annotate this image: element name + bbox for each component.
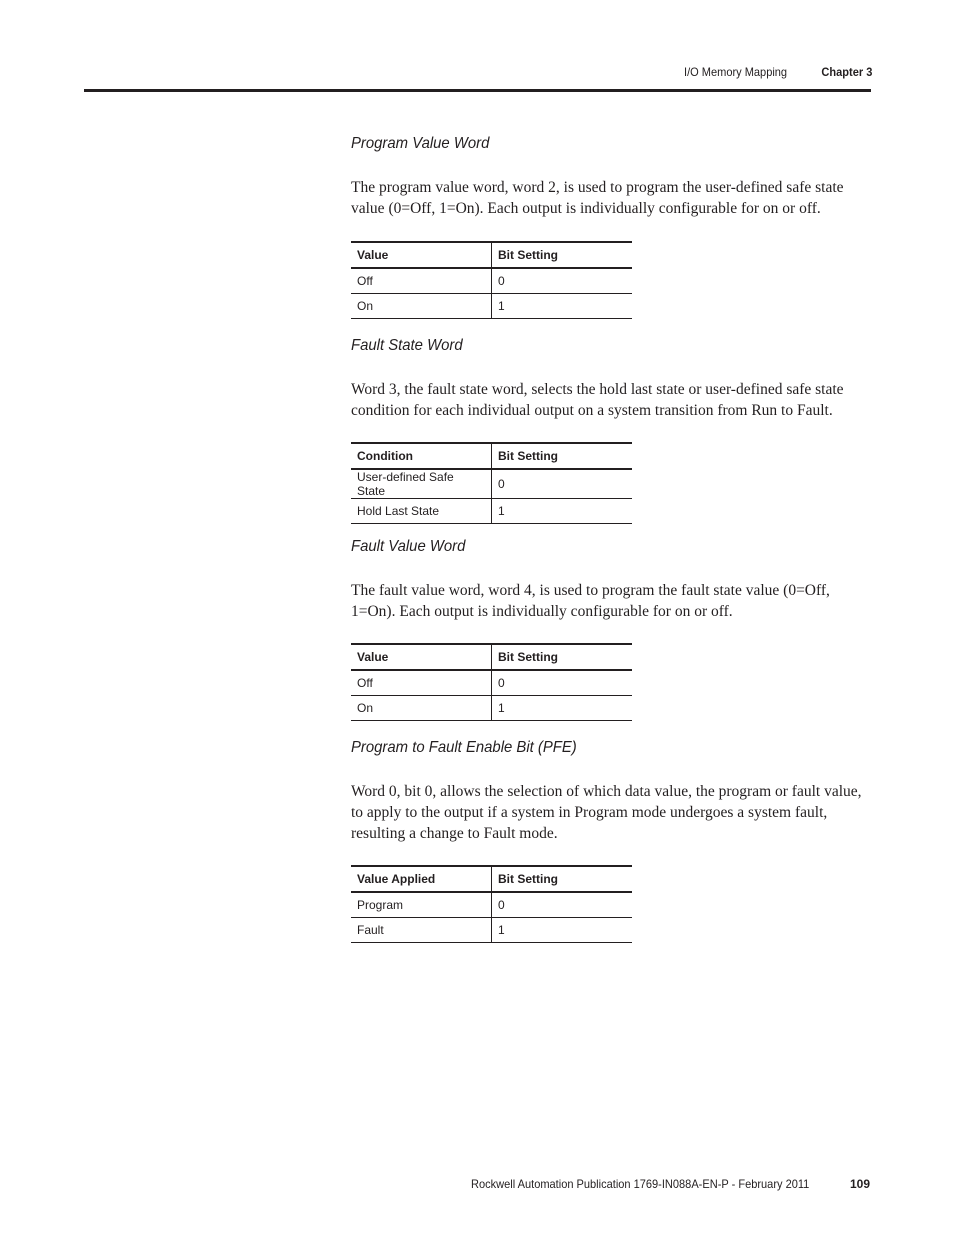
table-cell: 0 xyxy=(492,892,633,918)
column-header: Value xyxy=(351,644,492,670)
table-row xyxy=(351,892,632,918)
table-cell: 0 xyxy=(492,268,633,294)
table-row xyxy=(351,918,632,943)
table-cell: Fault xyxy=(351,918,492,943)
footer-publication: Rockwell Automation Publication 1769-IN088A-EN-P - February 2011 xyxy=(471,1177,810,1191)
section-paragraph: Word 3, the fault state word, selects the hold last state or user-defined safe state condition for each individual output on a system transition from Run to Fault. xyxy=(351,381,844,419)
bit-setting-table xyxy=(351,865,632,943)
table-row xyxy=(351,696,632,721)
table-cell: User-defined Safe State xyxy=(351,469,492,499)
section-heading: Fault State Word xyxy=(351,337,463,354)
table-cell: Program xyxy=(351,892,492,918)
table-cell: Off xyxy=(351,268,492,294)
header-section-title: I/O Memory Mapping xyxy=(684,65,788,79)
page-number: 109 xyxy=(849,1177,870,1191)
column-header: Value Applied xyxy=(351,866,492,892)
table-cell: Hold Last State xyxy=(351,499,492,524)
header-rule xyxy=(84,89,871,92)
table-cell: On xyxy=(351,294,492,319)
bit-setting-table xyxy=(351,643,632,721)
bit-setting-table xyxy=(351,241,632,319)
column-header: Bit Setting xyxy=(492,443,633,469)
table-cell: On xyxy=(351,696,492,721)
section-heading: Fault Value Word xyxy=(351,538,466,555)
table-row xyxy=(351,670,632,696)
table-cell: 1 xyxy=(492,696,633,721)
section-paragraph: The program value word, word 2, is used to program the user-defined safe state value (0=Off, 1=On). Each output is individually configurable for on or off. xyxy=(351,179,844,217)
column-header: Bit Setting xyxy=(492,866,633,892)
table-cell: 1 xyxy=(492,918,633,943)
column-header: Condition xyxy=(351,443,492,469)
column-header: Value xyxy=(351,242,492,268)
table-row xyxy=(351,268,632,294)
table-cell: 0 xyxy=(492,469,633,499)
table-row xyxy=(351,469,632,499)
section-paragraph: The fault value word, word 4, is used to program the fault state value (0=Off, 1=On). Each output is individually configurable for on or off. xyxy=(351,582,830,620)
bit-setting-table xyxy=(351,442,632,524)
section-heading: Program Value Word xyxy=(351,135,490,152)
table-row xyxy=(351,499,632,524)
column-header: Bit Setting xyxy=(492,644,633,670)
table-row xyxy=(351,294,632,319)
header-chapter-label: Chapter 3 xyxy=(821,65,872,79)
table-cell: 0 xyxy=(492,670,633,696)
section-paragraph: Word 0, bit 0, allows the selection of which data value, the program or fault value, to apply to the output if a system in Program mode undergoes a system fault, resulting a change to Fault mode. xyxy=(351,783,862,842)
table-cell: 1 xyxy=(492,499,633,524)
table-cell: 1 xyxy=(492,294,633,319)
table-cell: Off xyxy=(351,670,492,696)
section-heading: Program to Fault Enable Bit (PFE) xyxy=(351,739,577,756)
column-header: Bit Setting xyxy=(492,242,633,268)
